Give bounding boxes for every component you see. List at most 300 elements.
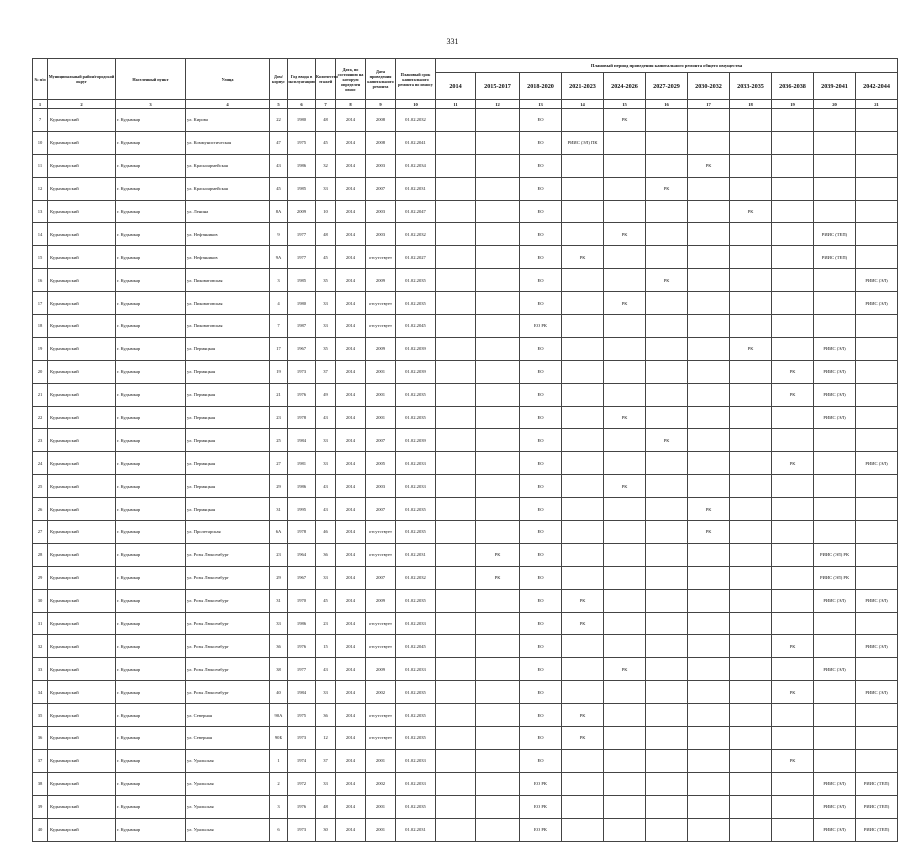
cell-period-2015-2017: [476, 109, 520, 132]
header-build-year: Год ввода в эксплуатацию: [288, 59, 316, 100]
header-house: Дом/корпус: [270, 59, 288, 100]
cell-period-2021-2023: [562, 772, 604, 795]
cell-street: ул. Коммунистическая: [186, 131, 270, 154]
cell-period-2030-2032: [688, 429, 730, 452]
cell-locality: г. Кудымкар: [116, 406, 186, 429]
cell-row-number: 24: [33, 452, 48, 475]
cell-planned-term: 01.02.2035: [396, 383, 436, 406]
cell-period-2021-2023: [562, 177, 604, 200]
cell-period-2021-2023: [562, 109, 604, 132]
cell-period-2015-2017: [476, 681, 520, 704]
cell-period-2030-2032: [688, 360, 730, 383]
header-year: 2027-2029: [646, 73, 688, 100]
cell-row-number: 27: [33, 521, 48, 544]
cell-period-2039-2041: РИИС (ЭЛ): [814, 772, 856, 795]
cell-repair-date: 2002: [366, 681, 396, 704]
cell-street: ул. Кирова: [186, 109, 270, 132]
cell-house-number: 31: [270, 589, 288, 612]
cell-floors: 43: [316, 658, 336, 681]
cell-street: ул. Уральская: [186, 772, 270, 795]
table-row: [33, 749, 898, 772]
cell-period-2030-2032: [688, 131, 730, 154]
header-num: № п/п: [33, 59, 48, 100]
cell-locality: г. Кудымкар: [116, 704, 186, 727]
cell-period-2030-2032: [688, 315, 730, 338]
cell-planned-term: 01.02.2035: [396, 498, 436, 521]
cell-period-2033-2035: [730, 269, 772, 292]
cell-period-2030-2032: [688, 589, 730, 612]
cell-street: ул. Розы Люксембург: [186, 543, 270, 566]
column-number: 16: [646, 100, 688, 109]
cell-house-number: 1: [270, 749, 288, 772]
cell-period-2024-2026: [604, 681, 646, 704]
cell-locality: г. Кудымкар: [116, 131, 186, 154]
cell-street: ул. Красноармейская: [186, 177, 270, 200]
cell-period-2030-2032: [688, 223, 730, 246]
cell-period-2015-2017: [476, 360, 520, 383]
cell-floors: 10: [316, 200, 336, 223]
cell-street: ул. Пиковатовская: [186, 269, 270, 292]
cell-period-2033-2035: [730, 589, 772, 612]
cell-period-2015-2017: РК: [476, 566, 520, 589]
cell-period-2039-2041: РИИС (ЭЛ): [814, 795, 856, 818]
cell-locality: г. Кудымкар: [116, 727, 186, 750]
cell-period-2014: [436, 452, 476, 475]
cell-period-2024-2026: РК: [604, 292, 646, 315]
cell-period-2018-2020: ЕО: [520, 612, 562, 635]
cell-locality: г. Кудымкар: [116, 109, 186, 132]
cell-period-2039-2041: [814, 475, 856, 498]
cell-wear-date: 2014: [336, 658, 366, 681]
cell-house-number: 4: [270, 292, 288, 315]
cell-planned-term: 01.02.2035: [396, 406, 436, 429]
cell-street: ул. Пермяцкая: [186, 452, 270, 475]
cell-period-2036-2038: РК: [772, 681, 814, 704]
cell-build-year: 1970: [288, 589, 316, 612]
cell-period-2033-2035: [730, 475, 772, 498]
cell-period-2027-2029: [646, 475, 688, 498]
cell-planned-term: 01.02.2035: [396, 589, 436, 612]
cell-period-2015-2017: [476, 612, 520, 635]
cell-repair-date: отсутствует: [366, 246, 396, 269]
cell-period-2027-2029: [646, 223, 688, 246]
cell-municipality: Кудымкарский: [48, 818, 116, 841]
table-row: [33, 589, 898, 612]
cell-wear-date: 2014: [336, 543, 366, 566]
cell-period-2018-2020: ЕО: [520, 223, 562, 246]
cell-street: ул. Пролетарская: [186, 521, 270, 544]
cell-planned-term: 01.02.2031: [396, 818, 436, 841]
cell-floors: 30: [316, 818, 336, 841]
cell-row-number: 29: [33, 566, 48, 589]
cell-build-year: 1980: [288, 292, 316, 315]
cell-period-2024-2026: РК: [604, 475, 646, 498]
cell-street: ул. Северная: [186, 727, 270, 750]
cell-period-2039-2041: РИИС (ЭЛ): [814, 337, 856, 360]
cell-row-number: 36: [33, 727, 48, 750]
cell-period-2018-2020: ЕО: [520, 681, 562, 704]
cell-period-2036-2038: [772, 772, 814, 795]
cell-period-2018-2020: ЕО: [520, 658, 562, 681]
cell-wear-date: 2014: [336, 727, 366, 750]
cell-build-year: 1981: [288, 452, 316, 475]
header-wear-date: Дата, по состоянию на которую определен износ: [336, 59, 366, 100]
cell-period-2036-2038: [772, 223, 814, 246]
cell-period-2033-2035: [730, 223, 772, 246]
cell-house-number: 7: [270, 315, 288, 338]
cell-period-2036-2038: [772, 612, 814, 635]
cell-wear-date: 2014: [336, 315, 366, 338]
cell-planned-term: 01.02.2047: [396, 200, 436, 223]
cell-period-2015-2017: [476, 704, 520, 727]
cell-planned-term: 01.02.2039: [396, 337, 436, 360]
cell-repair-date: отсутствует: [366, 635, 396, 658]
cell-period-2036-2038: [772, 818, 814, 841]
cell-row-number: 28: [33, 543, 48, 566]
cell-period-2033-2035: РК: [730, 200, 772, 223]
cell-build-year: 1973: [288, 818, 316, 841]
cell-street: ул. Пиковатовская: [186, 315, 270, 338]
cell-repair-date: 2008: [366, 131, 396, 154]
cell-floors: 33: [316, 292, 336, 315]
cell-floors: 46: [316, 521, 336, 544]
cell-period-2014: [436, 406, 476, 429]
cell-municipality: Кудымкарский: [48, 200, 116, 223]
cell-period-2030-2032: [688, 749, 730, 772]
cell-row-number: 35: [33, 704, 48, 727]
cell-period-2036-2038: [772, 177, 814, 200]
cell-period-2021-2023: [562, 452, 604, 475]
cell-period-2015-2017: [476, 475, 520, 498]
cell-period-2033-2035: [730, 498, 772, 521]
cell-row-number: 16: [33, 269, 48, 292]
cell-house-number: 17: [270, 337, 288, 360]
cell-locality: г. Кудымкар: [116, 543, 186, 566]
cell-period-2027-2029: [646, 704, 688, 727]
cell-build-year: 1975: [288, 704, 316, 727]
cell-period-2021-2023: [562, 360, 604, 383]
cell-period-2021-2023: [562, 749, 604, 772]
cell-row-number: 30: [33, 589, 48, 612]
cell-period-2042-2044: РИИС (ТЕП): [856, 795, 898, 818]
cell-municipality: Кудымкарский: [48, 635, 116, 658]
cell-planned-term: 01.02.2033: [396, 452, 436, 475]
cell-period-2036-2038: [772, 131, 814, 154]
cell-period-2015-2017: [476, 635, 520, 658]
cell-period-2027-2029: [646, 200, 688, 223]
cell-wear-date: 2014: [336, 704, 366, 727]
table-row: [33, 635, 898, 658]
cell-municipality: Кудымкарский: [48, 612, 116, 635]
cell-repair-date: отсутствует: [366, 543, 396, 566]
cell-planned-term: 01.02.2045: [396, 315, 436, 338]
cell-period-2036-2038: РК: [772, 749, 814, 772]
cell-period-2014: [436, 589, 476, 612]
cell-floors: 35: [316, 337, 336, 360]
cell-period-2039-2041: РИИС (ЭЛ): [814, 360, 856, 383]
cell-period-2014: [436, 475, 476, 498]
cell-period-2014: [436, 360, 476, 383]
cell-period-2024-2026: [604, 704, 646, 727]
header-year: 2018-2020: [520, 73, 562, 100]
cell-period-2014: [436, 269, 476, 292]
cell-period-2039-2041: РИИС (ТЕП): [814, 223, 856, 246]
cell-period-2033-2035: [730, 658, 772, 681]
cell-period-2033-2035: [730, 681, 772, 704]
cell-period-2027-2029: РК: [646, 269, 688, 292]
cell-period-2027-2029: [646, 681, 688, 704]
cell-period-2027-2029: [646, 154, 688, 177]
cell-period-2027-2029: [646, 406, 688, 429]
cell-locality: г. Кудымкар: [116, 521, 186, 544]
cell-period-2042-2044: [856, 154, 898, 177]
cell-wear-date: 2014: [336, 292, 366, 315]
cell-house-number: 29: [270, 475, 288, 498]
cell-period-2036-2038: [772, 292, 814, 315]
cell-street: ул. Нефтяников: [186, 246, 270, 269]
cell-house-number: 8А: [270, 200, 288, 223]
cell-period-2030-2032: [688, 109, 730, 132]
cell-row-number: 21: [33, 383, 48, 406]
cell-house-number: 31: [270, 498, 288, 521]
cell-period-2030-2032: РК: [688, 521, 730, 544]
cell-municipality: Кудымкарский: [48, 337, 116, 360]
cell-period-2027-2029: [646, 795, 688, 818]
cell-period-2042-2044: [856, 521, 898, 544]
cell-period-2024-2026: [604, 177, 646, 200]
cell-municipality: Кудымкарский: [48, 131, 116, 154]
cell-wear-date: 2014: [336, 589, 366, 612]
cell-floors: 45: [316, 131, 336, 154]
cell-period-2039-2041: [814, 131, 856, 154]
cell-period-2039-2041: [814, 177, 856, 200]
cell-period-2042-2044: РИИС (ЭЛ): [856, 589, 898, 612]
cell-period-2024-2026: [604, 612, 646, 635]
cell-repair-date: 2001: [366, 818, 396, 841]
cell-floors: 45: [316, 246, 336, 269]
cell-period-2039-2041: [814, 292, 856, 315]
cell-period-2030-2032: [688, 704, 730, 727]
cell-period-2014: [436, 223, 476, 246]
cell-street: ул. Уральская: [186, 818, 270, 841]
cell-period-2027-2029: РК: [646, 429, 688, 452]
cell-row-number: 37: [33, 749, 48, 772]
cell-row-number: 39: [33, 795, 48, 818]
table-row: [33, 818, 898, 841]
cell-period-2036-2038: [772, 543, 814, 566]
cell-period-2042-2044: [856, 246, 898, 269]
cell-wear-date: 2014: [336, 475, 366, 498]
cell-street: ул. Красноармейская: [186, 154, 270, 177]
cell-period-2030-2032: [688, 772, 730, 795]
cell-period-2024-2026: [604, 383, 646, 406]
cell-repair-date: 2008: [366, 109, 396, 132]
cell-floors: 36: [316, 704, 336, 727]
cell-period-2036-2038: РК: [772, 452, 814, 475]
cell-street: ул. Пермяцкая: [186, 498, 270, 521]
cell-row-number: 7: [33, 109, 48, 132]
cell-wear-date: 2014: [336, 429, 366, 452]
cell-period-2014: [436, 429, 476, 452]
page-number: 331: [446, 37, 459, 46]
cell-planned-term: 01.02.2033: [396, 749, 436, 772]
cell-period-2021-2023: [562, 269, 604, 292]
cell-street: ул. Пиковатовская: [186, 292, 270, 315]
cell-row-number: 33: [33, 658, 48, 681]
cell-period-2014: [436, 772, 476, 795]
cell-house-number: 3: [270, 795, 288, 818]
header-year: 2021-2023: [562, 73, 604, 100]
header-repair-date: Дата проведения капитального ремонта: [366, 59, 396, 100]
cell-street: ул. Пермяцкая: [186, 406, 270, 429]
cell-period-2021-2023: [562, 315, 604, 338]
column-number: 8: [336, 100, 366, 109]
cell-floors: 35: [316, 269, 336, 292]
table-row: [33, 406, 898, 429]
cell-period-2015-2017: [476, 818, 520, 841]
table-row: [33, 109, 898, 132]
cell-period-2014: [436, 292, 476, 315]
cell-period-2033-2035: [730, 406, 772, 429]
cell-period-2014: [436, 177, 476, 200]
cell-period-2018-2020: ЕО: [520, 452, 562, 475]
column-number: 11: [436, 100, 476, 109]
cell-wear-date: 2014: [336, 521, 366, 544]
cell-period-2030-2032: [688, 292, 730, 315]
cell-house-number: 23: [270, 406, 288, 429]
table-row: [33, 658, 898, 681]
cell-period-2018-2020: ЕО: [520, 177, 562, 200]
cell-period-2021-2023: [562, 635, 604, 658]
cell-planned-term: 01.02.2035: [396, 727, 436, 750]
cell-planned-term: 01.02.2032: [396, 109, 436, 132]
cell-period-2014: [436, 246, 476, 269]
cell-period-2033-2035: [730, 292, 772, 315]
cell-period-2039-2041: [814, 612, 856, 635]
cell-planned-term: 01.02.2045: [396, 635, 436, 658]
cell-repair-date: 2001: [366, 360, 396, 383]
column-number: 20: [814, 100, 856, 109]
cell-municipality: Кудымкарский: [48, 315, 116, 338]
cell-period-2014: [436, 635, 476, 658]
column-number: 9: [366, 100, 396, 109]
cell-period-2027-2029: [646, 315, 688, 338]
cell-period-2039-2041: [814, 200, 856, 223]
cell-period-2030-2032: [688, 475, 730, 498]
cell-period-2030-2032: [688, 727, 730, 750]
cell-locality: г. Кудымкар: [116, 223, 186, 246]
cell-locality: г. Кудымкар: [116, 200, 186, 223]
cell-period-2021-2023: РК: [562, 727, 604, 750]
cell-period-2015-2017: [476, 658, 520, 681]
cell-period-2033-2035: [730, 521, 772, 544]
cell-municipality: Кудымкарский: [48, 521, 116, 544]
cell-period-2039-2041: [814, 727, 856, 750]
cell-street: ул. Розы Люксембург: [186, 681, 270, 704]
header-year: 2015-2017: [476, 73, 520, 100]
cell-period-2030-2032: РК: [688, 154, 730, 177]
cell-house-number: 2: [270, 772, 288, 795]
table-row: [33, 498, 898, 521]
cell-period-2027-2029: [646, 749, 688, 772]
cell-period-2015-2017: [476, 498, 520, 521]
cell-period-2024-2026: [604, 154, 646, 177]
cell-municipality: Кудымкарский: [48, 681, 116, 704]
cell-period-2014: [436, 498, 476, 521]
column-number: 13: [520, 100, 562, 109]
cell-period-2039-2041: [814, 315, 856, 338]
cell-repair-date: 2003: [366, 154, 396, 177]
table-body: [33, 109, 898, 842]
cell-period-2027-2029: [646, 383, 688, 406]
cell-planned-term: 01.02.2035: [396, 269, 436, 292]
cell-planned-term: 01.02.2035: [396, 292, 436, 315]
header-floors: Количество этажей: [316, 59, 336, 100]
cell-build-year: 1967: [288, 566, 316, 589]
cell-period-2042-2044: [856, 360, 898, 383]
cell-period-2014: [436, 818, 476, 841]
cell-period-2014: [436, 795, 476, 818]
cell-build-year: 1978: [288, 521, 316, 544]
cell-floors: 33: [316, 772, 336, 795]
cell-repair-date: 2003: [366, 223, 396, 246]
cell-planned-term: 01.02.2027: [396, 246, 436, 269]
header-year: 2030-2032: [688, 73, 730, 100]
table-row: [33, 772, 898, 795]
cell-period-2027-2029: [646, 337, 688, 360]
cell-period-2030-2032: [688, 177, 730, 200]
column-number: 21: [856, 100, 898, 109]
cell-build-year: 1977: [288, 223, 316, 246]
cell-row-number: 25: [33, 475, 48, 498]
table-header: [33, 59, 898, 109]
cell-period-2033-2035: [730, 566, 772, 589]
cell-period-2033-2035: [730, 109, 772, 132]
cell-period-2036-2038: РК: [772, 383, 814, 406]
cell-wear-date: 2014: [336, 360, 366, 383]
header-year: 2036-2038: [772, 73, 814, 100]
column-number: 12: [476, 100, 520, 109]
header-street: Улица: [186, 59, 270, 100]
cell-period-2018-2020: ЕО: [520, 337, 562, 360]
cell-planned-term: 01.02.2033: [396, 475, 436, 498]
cell-row-number: 18: [33, 315, 48, 338]
cell-period-2018-2020: ЕО: [520, 131, 562, 154]
cell-build-year: 1967: [288, 337, 316, 360]
cell-period-2036-2038: [772, 658, 814, 681]
cell-house-number: 6А: [270, 521, 288, 544]
cell-period-2033-2035: [730, 360, 772, 383]
table-row: [33, 429, 898, 452]
cell-planned-term: 01.02.2035: [396, 795, 436, 818]
cell-street: ул. Уральская: [186, 749, 270, 772]
cell-house-number: 36: [270, 635, 288, 658]
cell-repair-date: отсутствует: [366, 612, 396, 635]
cell-period-2033-2035: [730, 818, 772, 841]
cell-period-2030-2032: [688, 406, 730, 429]
cell-period-2033-2035: [730, 704, 772, 727]
cell-wear-date: 2014: [336, 406, 366, 429]
cell-house-number: 38: [270, 658, 288, 681]
cell-period-2014: [436, 154, 476, 177]
cell-floors: 43: [316, 406, 336, 429]
cell-wear-date: 2014: [336, 200, 366, 223]
cell-period-2030-2032: [688, 658, 730, 681]
cell-build-year: 1986: [288, 154, 316, 177]
cell-street: ул. Пермяцкая: [186, 337, 270, 360]
cell-municipality: Кудымкарский: [48, 475, 116, 498]
cell-period-2039-2041: [814, 429, 856, 452]
